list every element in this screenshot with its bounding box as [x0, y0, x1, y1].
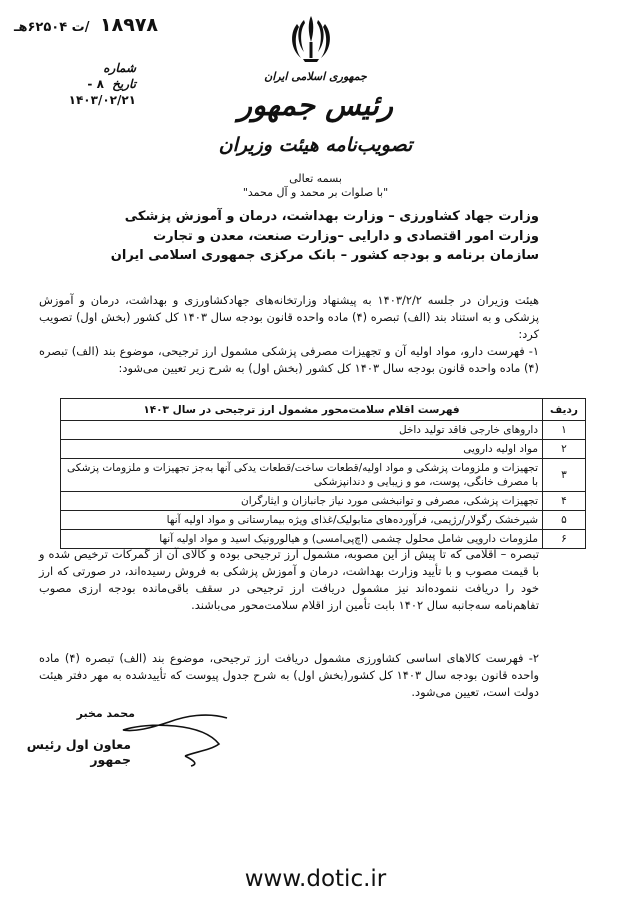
ref-number: ۱۸۹۷۸ [100, 14, 159, 36]
table-row [61, 459, 586, 492]
row-text: شیرخشک رگولار/رژیمی، فرآورده‌های متابولیک/غذای ویژه بیمارستانی و مواد اولیه آنها [61, 511, 543, 530]
footer-url[interactable]: www.dotic.ir [244, 866, 387, 892]
row-number: ۶ [543, 530, 586, 549]
row-number: ۵ [543, 511, 586, 530]
row-text: ملزومات دارویی شامل محلول چشمی (اچ‌پی‌امسی) و هیالورونیک اسید و مواد اولیه آنها [61, 530, 543, 549]
addressee-line: سازمان برنامه و بودجه کشور – بانک مرکزی جمهوری اسلامی ایران [110, 248, 539, 263]
column-header-title: فهرست اقلام سلامت‌محور مشمول ارز ترجیحی در سال ۱۴۰۳ [61, 399, 543, 421]
row-number: ۳ [543, 459, 586, 492]
row-text: مواد اولیه دارویی [61, 440, 543, 459]
date-value: ۸ - ۱۴۰۳/۰۲/۲۱ [68, 77, 136, 107]
item-2-paragraph: ۲- فهرست کالاهای اساسی کشاورزی مشمول دریافت ارز ترجیحی، موضوع بند (الف) تبصره (۴) ماده واحده قانون بودجه سال ۱۴۰۳ کل کشور(بخش اول) به شرح جدول پیوست که تأییدشده به مهر دفتر هیئت دولت است، تعیین می‌شود. [39, 651, 540, 699]
signer-name: محمد مخبر [76, 707, 135, 720]
reference-number [14, 14, 158, 36]
decree-title: تصویب‌نامه هیئت وزیران [218, 134, 413, 156]
addressee-line: وزارت جهاد کشاورزی – وزارت بهداشت، درمان و آموزش پزشکی [124, 209, 539, 224]
row-number: ۱ [543, 421, 586, 440]
bismillah: بسمه تعالی [289, 172, 342, 185]
table-row [61, 440, 586, 459]
row-number: ۲ [543, 440, 586, 459]
table-row [61, 511, 586, 530]
row-number: ۴ [543, 492, 586, 511]
ref-code: /ت ۶۲۵۰۴هـ [14, 20, 90, 35]
signer-title: معاون اول رئیس جمهور [26, 737, 131, 767]
table-row [61, 421, 586, 440]
row-text: تجهیزات و ملزومات پزشکی و مواد اولیه/قطعات ساخت/قطعات یدکی آنها به‌جز تجهیزات و ملزومات پزشکی با مصرف خانگی، پوست، مو و زیبایی و دندانپزشکی [61, 459, 543, 492]
republic-line: جمهوری اسلامی ایران [264, 70, 367, 83]
note-paragraph: تبصره – اقلامی که تا پیش از این مصوبه، مشمول ارز ترجیحی بوده و کالای آن از گمرکات ترخیص شده و با قیمت مصوب و با تأیید وزارت بهداشت، درمان و آموزش پزشکی به فروش رسیده‌اند، در صورتی که ارز خود را دریافت ننموده‌اند نیز مشمول دریافت ارز ترجیحی در سقف باقی‌مانده بودجه ارزی مصوب تفاهم‌نامه سه‌جانبه سال ۱۴۰۲ بابت تأمین ارز اقلام سلامت‌محور می‌باشند. [39, 547, 539, 612]
table-header-row [61, 399, 586, 421]
iran-emblem-icon [288, 12, 334, 66]
intro-paragraph: هیئت وزیران در جلسه ۱۴۰۳/۲/۲ به پیشنهاد وزارتخانه‌های جهادکشاورزی و بهداشت، درمان و آموزش پزشکی و به استناد بند (الف) تبصره (۴) ماده واحده قانون بودجه سال ۱۴۰۳ کل کشور (بخش اول) تصویب کرد: [39, 293, 539, 341]
column-header-row-number: ردیف [543, 399, 586, 421]
addressee-list [111, 207, 539, 266]
addressee-line: وزارت امور اقتصادی و دارایی –وزارت صنعت، معدن و تجارت [153, 228, 539, 244]
item-1-paragraph: ۱- فهرست دارو، مواد اولیه آن و تجهیزات مصرفی پزشکی مشمول ارز ترجیحی، موضوع بند (الف) تبصره (۴) ماده واحده قانون بودجه سال ۱۴۰۳ کل کشور (بخش اول) به شرح زیر تعیین می‌شود: [39, 344, 539, 375]
row-text: داروهای خارجی فاقد تولید داخل [61, 421, 543, 440]
salawat: "با صلوات بر محمد و آل محمد" [242, 186, 389, 199]
number-label: شماره [103, 61, 136, 75]
president-title: رئیس جمهور [238, 88, 393, 122]
table-row [61, 492, 586, 511]
date-label: تاریخ [112, 77, 136, 91]
health-items-table [60, 398, 586, 549]
row-text: تجهیزات پزشکی، مصرفی و توانبخشی مورد نیاز جانبازان و ایثارگران [61, 492, 543, 511]
